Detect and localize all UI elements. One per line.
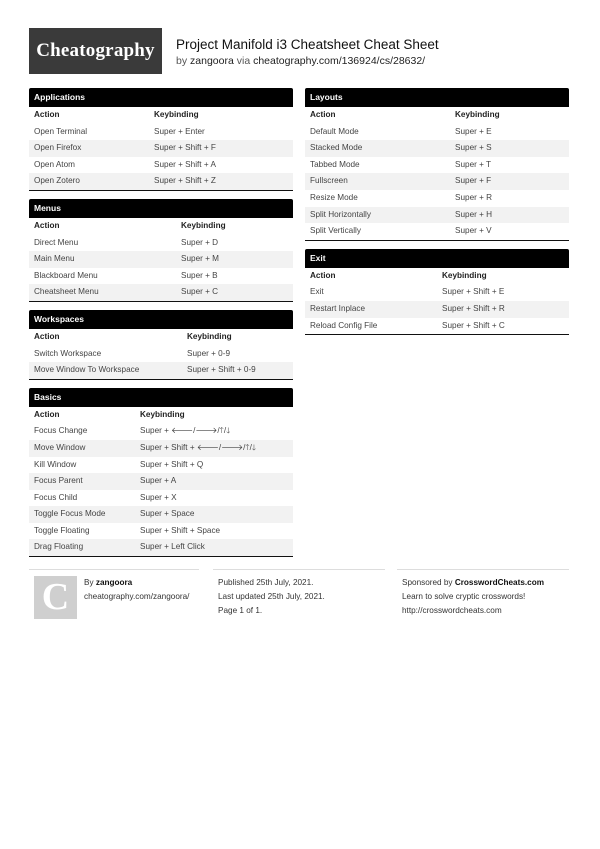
table-row <box>305 301 569 318</box>
action-cell: Open Zotero <box>34 176 80 186</box>
keybinding-cell: Super + R <box>455 192 493 202</box>
table-row <box>29 157 293 174</box>
keybinding-cell: Super + 🡐/🡒/🡑/🡓 <box>140 426 231 436</box>
action-cell: Direct Menu <box>34 237 79 247</box>
keybinding-cell: Keybinding <box>455 110 500 119</box>
action-cell: Exit <box>310 287 324 297</box>
keybinding-cell: Super + Shift + F <box>154 143 216 153</box>
layouts-section-title: Layouts <box>305 88 569 107</box>
keybinding-cell: Super + B <box>181 270 218 280</box>
sponsor-url[interactable]: http://crosswordcheats.com <box>402 606 502 615</box>
table-header-row <box>305 268 569 285</box>
action-cell: Main Menu <box>34 254 75 264</box>
action-cell: Move Window <box>34 442 86 452</box>
workspaces-section-title: Workspaces <box>29 310 293 329</box>
table-row <box>29 539 293 556</box>
keybinding-cell: Super + Shift + A <box>154 159 216 169</box>
keybinding-cell: Keybinding <box>181 220 226 230</box>
action-cell: Action <box>34 331 60 341</box>
action-cell: Default Mode <box>310 126 359 136</box>
action-cell: Action <box>310 110 336 119</box>
keybinding-cell: Super + S <box>455 143 492 153</box>
footer-author-text <box>84 576 189 604</box>
byline <box>176 55 425 67</box>
action-cell: Tabbed Mode <box>310 159 360 169</box>
table-header-row <box>29 107 293 124</box>
sponsor-name-link[interactable]: CrosswordCheats.com <box>454 578 544 587</box>
applications-section-title: Applications <box>29 88 293 107</box>
page-header <box>29 28 569 74</box>
action-cell: Cheatsheet Menu <box>34 287 99 297</box>
keybinding-cell: Super + X <box>140 492 177 502</box>
table-row <box>29 490 293 507</box>
table-row <box>305 207 569 224</box>
table-row <box>29 440 293 457</box>
action-cell: Open Terminal <box>34 126 88 136</box>
table-row <box>29 523 293 540</box>
action-cell: Resize Mode <box>310 192 358 202</box>
keybinding-cell: Super + Shift + Z <box>154 176 216 186</box>
action-cell: Toggle Focus Mode <box>34 509 106 519</box>
footer-author <box>29 569 199 629</box>
author-avatar[interactable]: C <box>34 576 77 619</box>
action-cell: Open Firefox <box>34 143 82 153</box>
action-cell: Focus Child <box>34 492 78 502</box>
sponsor-tagline: Learn to solve cryptic crosswords! <box>402 592 526 601</box>
table-row <box>305 284 569 301</box>
table-header-row <box>305 107 569 124</box>
action-cell: Focus Change <box>34 426 88 436</box>
action-cell: Kill Window <box>34 459 77 469</box>
keybinding-cell: Keybinding <box>154 110 199 119</box>
keybinding-cell: Super + E <box>455 126 492 136</box>
action-cell: Stacked Mode <box>310 143 363 153</box>
section-menus <box>29 199 293 302</box>
keybinding-cell: Super + Shift + C <box>442 320 505 330</box>
keybinding-cell: Super + D <box>181 237 219 247</box>
table-row <box>29 124 293 141</box>
table-row <box>29 284 293 301</box>
keybinding-cell: Super + T <box>455 159 492 169</box>
exit-section-title: Exit <box>305 249 569 268</box>
table-row <box>29 235 293 252</box>
right-column <box>305 88 569 343</box>
action-cell: Blackboard Menu <box>34 270 98 280</box>
table-row <box>29 268 293 285</box>
keybinding-cell: Keybinding <box>187 331 232 341</box>
page-title: Project Manifold i3 Cheatsheet Cheat Sheet <box>176 37 439 52</box>
keybinding-cell: Super + Enter <box>154 126 205 136</box>
action-cell: Open Atom <box>34 159 75 169</box>
action-cell: Drag Floating <box>34 542 84 552</box>
footer-dates-text <box>218 576 325 618</box>
table-row <box>305 140 569 157</box>
keybinding-cell: Super + Space <box>140 509 195 519</box>
keybinding-cell: Super + H <box>455 209 493 219</box>
action-cell: Reload Config File <box>310 320 378 330</box>
keybinding-cell: Super + F <box>455 176 492 186</box>
keybinding-cell: Super + Shift + Space <box>140 525 221 535</box>
keybinding-cell: Keybinding <box>442 270 487 280</box>
action-cell: Move Window To Workspace <box>34 365 140 375</box>
section-applications <box>29 88 293 191</box>
section-basics <box>29 388 293 557</box>
sponsor-label: Sponsored by <box>402 578 453 587</box>
keybinding-cell: Super + C <box>181 287 219 297</box>
keybinding-cell: Super + V <box>455 226 492 236</box>
table-header-row <box>29 329 293 346</box>
keybinding-cell: Super + A <box>140 476 177 486</box>
footer-author-url[interactable]: cheatography.com/zangoora/ <box>84 592 190 601</box>
keybinding-cell: Super + Shift + R <box>442 303 505 313</box>
section-exit <box>305 249 569 335</box>
table-header-row <box>29 218 293 235</box>
action-cell: Split Vertically <box>310 226 361 236</box>
table-row <box>29 362 293 379</box>
table-row <box>29 423 293 440</box>
action-cell: Restart Inplace <box>310 303 366 313</box>
action-cell: Split Horizontally <box>310 209 371 219</box>
table-row <box>305 124 569 141</box>
keybinding-cell: Keybinding <box>140 409 185 419</box>
table-row <box>305 190 569 207</box>
keybinding-cell: Super + Left Click <box>140 542 205 552</box>
action-cell: Switch Workspace <box>34 348 102 358</box>
keybinding-cell: Super + Shift + E <box>442 287 505 297</box>
keybinding-cell: Super + Shift + Q <box>140 459 204 469</box>
by-label: by <box>176 55 188 67</box>
footer-dates <box>213 569 385 629</box>
page-number: Page 1 of 1. <box>218 606 263 615</box>
table-row <box>29 140 293 157</box>
keybinding-cell: Super + 0-9 <box>187 348 231 358</box>
action-cell: Action <box>34 409 60 419</box>
table-row <box>305 223 569 240</box>
action-cell: Focus Parent <box>34 476 83 486</box>
table-row <box>29 506 293 523</box>
keybinding-cell: Super + Shift + 🡐/🡒/🡑/🡓 <box>140 442 257 452</box>
footer-sponsor <box>397 569 569 629</box>
action-cell: Action <box>34 110 60 119</box>
table-row <box>29 173 293 190</box>
action-cell: Action <box>310 270 336 280</box>
footer-by-label: By <box>84 578 94 587</box>
author-link[interactable]: zangoora <box>190 55 234 67</box>
table-row <box>305 157 569 174</box>
table-row <box>29 457 293 474</box>
action-cell: Action <box>34 220 60 230</box>
action-cell: Fullscreen <box>310 176 348 186</box>
left-column <box>29 88 293 565</box>
section-layouts <box>305 88 569 241</box>
table-header-row <box>29 407 293 424</box>
page-footer <box>29 569 569 629</box>
table-row <box>29 251 293 268</box>
basics-section-title: Basics <box>29 388 293 407</box>
keybinding-cell: Super + M <box>181 254 219 264</box>
table-row <box>305 318 569 335</box>
published-date: Published 25th July, 2021. <box>218 578 314 587</box>
table-row <box>29 473 293 490</box>
section-workspaces <box>29 310 293 380</box>
keybinding-cell: Super + Shift + 0-9 <box>187 365 256 375</box>
footer-sponsor-text <box>402 576 544 618</box>
sheet-url-link[interactable]: cheatography.com/136924/cs/28632/ <box>253 55 426 67</box>
via-label: via <box>236 55 251 67</box>
table-row <box>305 173 569 190</box>
footer-author-link[interactable]: zangoora <box>95 578 133 587</box>
updated-date: Last updated 25th July, 2021. <box>218 592 325 601</box>
cheatography-logo[interactable]: Cheatography <box>29 28 162 74</box>
table-row <box>29 346 293 363</box>
menus-section-title: Menus <box>29 199 293 218</box>
action-cell: Toggle Floating <box>34 525 90 535</box>
